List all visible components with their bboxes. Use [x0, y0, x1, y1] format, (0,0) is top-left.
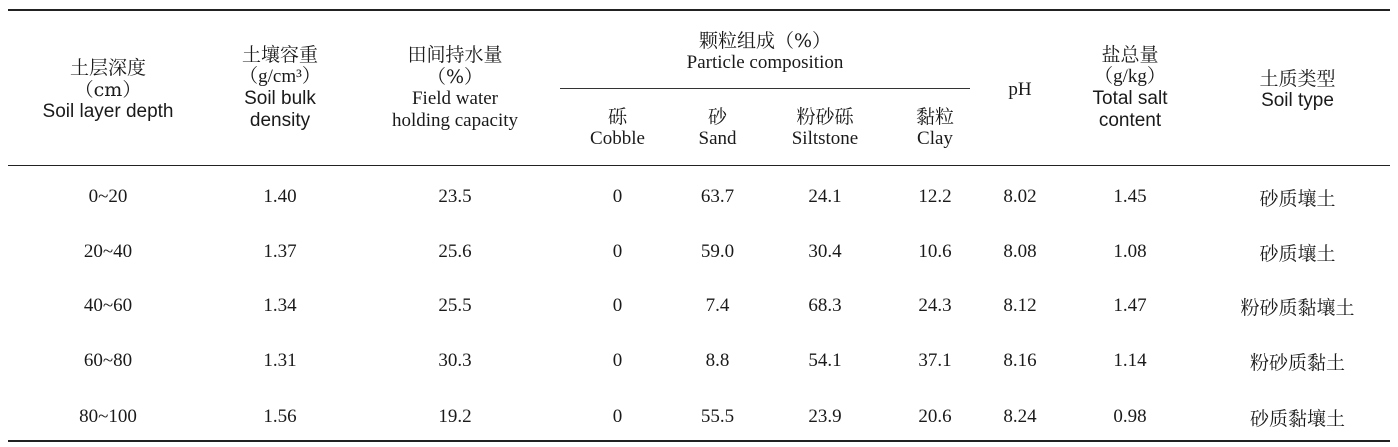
cell-siltstone: 68.3 [808, 295, 842, 316]
header-clay-zh: 黏粒 [915, 106, 954, 128]
cell-total-salt: 1.14 [1113, 350, 1147, 371]
header-salt-en2: content [1098, 109, 1162, 131]
cell-soil-type: 粉砂质黏土 [1249, 351, 1345, 374]
cell-sand: 8.8 [705, 350, 730, 371]
header-siltstone [770, 100, 880, 156]
cell-ph: 8.02 [1003, 186, 1037, 207]
header-fc-en2: holding capacity [391, 109, 519, 131]
cell-siltstone: 23.9 [808, 406, 842, 427]
cell-bulk-density: 1.56 [263, 406, 297, 427]
header-cobble-en: Cobble [590, 128, 645, 149]
header-clay-en: Clay [917, 128, 953, 149]
cell-bulk-density: 1.34 [263, 295, 297, 316]
cell-cobble: 0 [612, 186, 623, 207]
cell-siltstone: 24.1 [808, 186, 842, 207]
cell-total-salt: 1.08 [1113, 241, 1147, 262]
table-bottom-rule [8, 440, 1390, 442]
cell-field-capacity: 23.5 [438, 186, 472, 207]
header-soil-type-zh: 土质类型 [1259, 68, 1336, 90]
header-depth [8, 40, 208, 140]
cell-siltstone: 30.4 [808, 241, 842, 262]
cell-field-capacity: 19.2 [438, 406, 472, 427]
cell-field-capacity: 25.5 [438, 295, 472, 316]
cell-cobble: 0 [612, 241, 623, 262]
header-soil-type [1215, 55, 1380, 125]
cell-depth: 60~80 [83, 350, 133, 371]
cell-clay: 37.1 [918, 350, 952, 371]
header-salt-unit: （g/kg） [1094, 65, 1166, 87]
header-soil-type-en: Soil type [1261, 90, 1334, 111]
cell-total-salt: 0.98 [1113, 406, 1147, 427]
header-depth-en: Soil layer depth [42, 101, 174, 122]
header-cobble-zh: 砾 [607, 106, 627, 128]
cell-total-salt: 1.47 [1113, 295, 1147, 316]
cell-clay: 12.2 [918, 186, 952, 207]
cell-bulk-density: 1.31 [263, 350, 297, 371]
cell-depth: 40~60 [83, 295, 133, 316]
cell-field-capacity: 25.6 [438, 241, 472, 262]
cell-depth: 0~20 [88, 186, 128, 207]
cell-bulk-density: 1.37 [263, 241, 297, 262]
table-header-rule [8, 165, 1390, 166]
header-total-salt [1055, 30, 1205, 145]
header-salt-en1: Total salt [1092, 87, 1168, 109]
header-fc-zh: 田间持水量 [407, 43, 503, 66]
cell-ph: 8.12 [1003, 295, 1037, 316]
header-field-capacity [365, 30, 545, 145]
particle-group-rule [560, 88, 970, 89]
header-particle-en: Particle composition [686, 52, 844, 73]
header-cobble [570, 100, 665, 156]
header-fc-unit: （%） [426, 65, 484, 88]
cell-clay: 10.6 [918, 241, 952, 262]
header-siltstone-zh: 粉砂砾 [796, 106, 854, 128]
header-sand-zh: 砂 [707, 106, 727, 128]
cell-cobble: 0 [612, 295, 623, 316]
header-ph [975, 60, 1065, 120]
header-salt-zh: 盐总量 [1101, 43, 1159, 66]
cell-siltstone: 54.1 [808, 350, 842, 371]
header-ph-label: pH [1008, 79, 1032, 100]
cell-soil-type: 砂质黏壤土 [1249, 407, 1345, 430]
header-depth-zh: 土层深度 [69, 57, 146, 79]
cell-bulk-density: 1.40 [263, 186, 297, 207]
cell-depth: 80~100 [79, 406, 137, 427]
header-sand-en: Sand [698, 128, 737, 149]
cell-soil-type: 粉砂质黏壤土 [1240, 296, 1355, 319]
header-bulk-en2: density [249, 109, 311, 131]
header-fc-en1: Field water [411, 87, 498, 109]
cell-sand: 7.4 [705, 295, 730, 316]
cell-soil-type: 砂质壤土 [1259, 187, 1336, 210]
cell-sand: 55.5 [700, 406, 735, 427]
cell-clay: 24.3 [918, 295, 952, 316]
header-bulk-unit: （g/cm³） [239, 65, 321, 87]
header-bulk-density [190, 30, 370, 145]
header-bulk-en1: Soil bulk [244, 87, 316, 109]
header-sand [670, 100, 765, 156]
header-bulk-zh: 土壤容重 [241, 43, 318, 66]
cell-total-salt: 1.45 [1113, 186, 1147, 207]
cell-ph: 8.16 [1003, 350, 1037, 371]
cell-sand: 59.0 [700, 241, 735, 262]
cell-depth: 20~40 [83, 241, 133, 262]
table-top-rule [8, 9, 1390, 11]
cell-sand: 63.7 [700, 186, 735, 207]
header-depth-unit: （cm） [74, 79, 142, 101]
header-clay [890, 100, 980, 156]
header-siltstone-en: Siltstone [791, 128, 859, 149]
cell-clay: 20.6 [918, 406, 952, 427]
cell-soil-type: 砂质壤土 [1259, 242, 1336, 265]
header-particle-zh: 颗粒组成（%） [698, 30, 832, 52]
cell-ph: 8.08 [1003, 241, 1037, 262]
cell-cobble: 0 [612, 406, 623, 427]
cell-ph: 8.24 [1003, 406, 1037, 427]
cell-cobble: 0 [612, 350, 623, 371]
header-particle-composition [560, 22, 970, 82]
cell-field-capacity: 30.3 [438, 350, 472, 371]
